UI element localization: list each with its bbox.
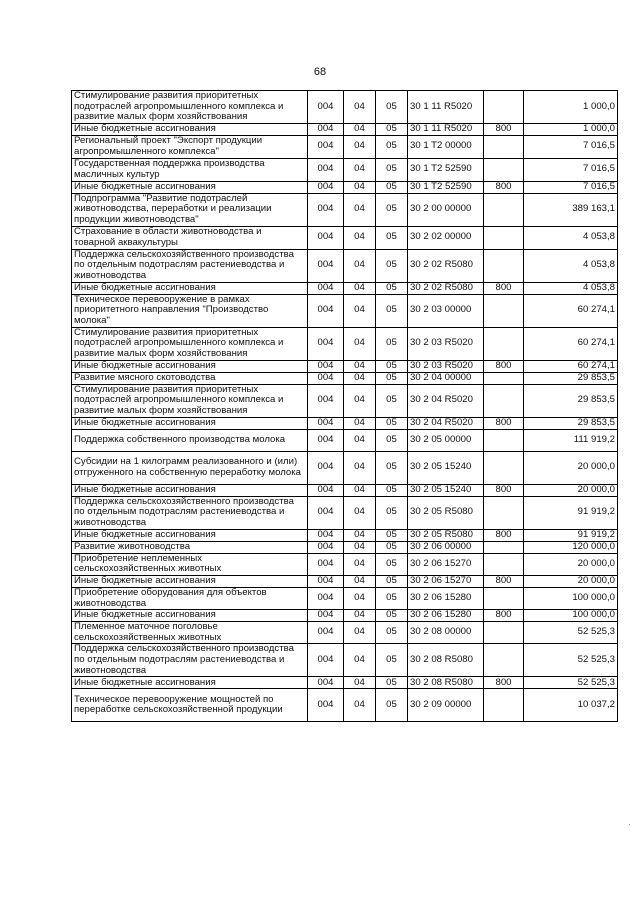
row-name-cell: Иные бюджетные ассигнования xyxy=(72,610,308,622)
table-row xyxy=(72,553,618,575)
row-amount-cell: 100 000,0 xyxy=(524,610,618,622)
row-section-cell: 04 xyxy=(344,372,376,384)
row-target-code-cell: 30 2 04 R5020 xyxy=(408,417,484,429)
row-grbs-cell: 004 xyxy=(308,587,344,609)
row-grbs-cell: 004 xyxy=(308,541,344,553)
row-section-cell: 04 xyxy=(344,553,376,575)
row-expense-type-cell: 800 xyxy=(484,417,524,429)
table-row xyxy=(72,644,618,677)
row-subsection-cell: 05 xyxy=(376,360,408,372)
row-section-cell: 04 xyxy=(344,226,376,249)
table-row xyxy=(72,575,618,587)
row-amount-cell: 7 016,5 xyxy=(524,135,618,158)
row-subsection-cell: 05 xyxy=(376,529,408,541)
row-target-code-cell: 30 2 05 15240 xyxy=(408,484,484,496)
row-expense-type-cell: 800 xyxy=(484,677,524,689)
row-section-cell: 04 xyxy=(344,575,376,587)
row-target-code-cell: 30 2 05 R5080 xyxy=(408,529,484,541)
row-target-code-cell: 30 2 08 00000 xyxy=(408,622,484,644)
row-target-code-cell: 30 2 09 00000 xyxy=(408,689,484,722)
table-row xyxy=(72,372,618,384)
row-subsection-cell: 05 xyxy=(376,417,408,429)
row-subsection-cell: 05 xyxy=(376,451,408,484)
row-expense-type-cell: 800 xyxy=(484,181,524,193)
row-name-cell: Стимулирование развития приоритетных подотраслей агропромышленного комплекса и развитие малых форм хозяйствования xyxy=(72,327,308,360)
row-grbs-cell: 004 xyxy=(308,622,344,644)
row-target-code-cell: 30 2 00 00000 xyxy=(408,193,484,226)
row-amount-cell: 4 053,8 xyxy=(524,282,618,294)
row-subsection-cell: 05 xyxy=(376,327,408,360)
row-amount-cell: 20 000,0 xyxy=(524,553,618,575)
row-grbs-cell: 004 xyxy=(308,372,344,384)
row-name-cell: Племенное маточное поголовье сельскохозяйственных животных xyxy=(72,622,308,644)
table-row xyxy=(72,451,618,484)
row-amount-cell: 120 000,0 xyxy=(524,541,618,553)
row-name-cell: Иные бюджетные ассигнования xyxy=(72,282,308,294)
row-subsection-cell: 05 xyxy=(376,282,408,294)
row-expense-type-cell xyxy=(484,553,524,575)
table-row xyxy=(72,294,618,327)
row-expense-type-cell xyxy=(484,193,524,226)
row-name-cell: Региональный проект "Экспорт продукции агропромышленного комплекса" xyxy=(72,135,308,158)
row-subsection-cell: 05 xyxy=(376,575,408,587)
table-row xyxy=(72,249,618,282)
row-name-cell: Поддержка собственного производства молока xyxy=(72,429,308,451)
row-amount-cell: 60 274,1 xyxy=(524,360,618,372)
row-target-code-cell: 30 2 06 15270 xyxy=(408,575,484,587)
row-expense-type-cell: 800 xyxy=(484,360,524,372)
row-section-cell: 04 xyxy=(344,360,376,372)
table-row xyxy=(72,496,618,529)
row-name-cell: Развитие мясного скотоводства xyxy=(72,372,308,384)
row-subsection-cell: 05 xyxy=(376,622,408,644)
row-expense-type-cell: 800 xyxy=(484,282,524,294)
row-amount-cell: 29 853,5 xyxy=(524,384,618,417)
row-amount-cell: 1 000,0 xyxy=(524,91,618,124)
row-amount-cell: 60 274,1 xyxy=(524,294,618,327)
row-expense-type-cell xyxy=(484,158,524,181)
row-name-cell: Приобретение неплеменных сельскохозяйственных животных xyxy=(72,553,308,575)
table-row xyxy=(72,429,618,451)
row-target-code-cell: 30 1 T2 00000 xyxy=(408,135,484,158)
row-section-cell: 04 xyxy=(344,91,376,124)
row-grbs-cell: 004 xyxy=(308,91,344,124)
row-grbs-cell: 004 xyxy=(308,529,344,541)
row-subsection-cell: 05 xyxy=(376,384,408,417)
row-section-cell: 04 xyxy=(344,135,376,158)
row-expense-type-cell xyxy=(484,587,524,609)
row-subsection-cell: 05 xyxy=(376,484,408,496)
row-grbs-cell: 004 xyxy=(308,553,344,575)
table-row xyxy=(72,181,618,193)
row-target-code-cell: 30 2 03 R5020 xyxy=(408,360,484,372)
row-grbs-cell: 004 xyxy=(308,384,344,417)
row-subsection-cell: 05 xyxy=(376,496,408,529)
row-subsection-cell: 05 xyxy=(376,294,408,327)
row-target-code-cell: 30 2 04 00000 xyxy=(408,372,484,384)
row-target-code-cell: 30 1 11 R5020 xyxy=(408,91,484,124)
row-amount-cell: 52 525,3 xyxy=(524,644,618,677)
row-expense-type-cell xyxy=(484,429,524,451)
row-subsection-cell: 05 xyxy=(376,135,408,158)
row-target-code-cell: 30 2 06 15270 xyxy=(408,553,484,575)
table-row xyxy=(72,529,618,541)
row-amount-cell: 4 053,8 xyxy=(524,226,618,249)
row-target-code-cell: 30 1 T2 52590 xyxy=(408,181,484,193)
row-section-cell: 04 xyxy=(344,249,376,282)
row-target-code-cell: 30 1 11 R5020 xyxy=(408,123,484,135)
row-name-cell: Страхование в области животноводства и товарной аквакультуры xyxy=(72,226,308,249)
row-subsection-cell: 05 xyxy=(376,372,408,384)
table-row xyxy=(72,417,618,429)
row-subsection-cell: 05 xyxy=(376,193,408,226)
row-subsection-cell: 05 xyxy=(376,226,408,249)
row-name-cell: Поддержка сельскохозяйственного производства по отдельным подотраслям растениеводства и животноводства xyxy=(72,496,308,529)
table-row xyxy=(72,158,618,181)
row-name-cell: Поддержка сельскохозяйственного производства по отдельным подотраслям растениеводства и животноводства xyxy=(72,644,308,677)
row-amount-cell: 29 853,5 xyxy=(524,372,618,384)
table-row xyxy=(72,327,618,360)
row-subsection-cell: 05 xyxy=(376,123,408,135)
row-grbs-cell: 004 xyxy=(308,451,344,484)
row-grbs-cell: 004 xyxy=(308,644,344,677)
row-grbs-cell: 004 xyxy=(308,575,344,587)
row-subsection-cell: 05 xyxy=(376,553,408,575)
row-name-cell: Стимулирование развития приоритетных подотраслей агропромышленного комплекса и развитие малых форм хозяйствования xyxy=(72,384,308,417)
row-section-cell: 04 xyxy=(344,123,376,135)
table-row xyxy=(72,360,618,372)
row-section-cell: 04 xyxy=(344,417,376,429)
row-subsection-cell: 05 xyxy=(376,689,408,722)
row-subsection-cell: 05 xyxy=(376,677,408,689)
budget-table xyxy=(71,90,618,722)
row-name-cell: Иные бюджетные ассигнования xyxy=(72,181,308,193)
row-subsection-cell: 05 xyxy=(376,181,408,193)
row-name-cell: Подпрограмма "Развитие подотраслей животноводства, переработки и реализации продукции животноводства" xyxy=(72,193,308,226)
table-row xyxy=(72,677,618,689)
row-grbs-cell: 004 xyxy=(308,360,344,372)
row-section-cell: 04 xyxy=(344,484,376,496)
table-row xyxy=(72,226,618,249)
row-name-cell: Иные бюджетные ассигнования xyxy=(72,123,308,135)
row-amount-cell: 52 525,3 xyxy=(524,677,618,689)
table-row xyxy=(72,123,618,135)
row-grbs-cell: 004 xyxy=(308,677,344,689)
row-amount-cell: 1 000,0 xyxy=(524,123,618,135)
row-name-cell: Иные бюджетные ассигнования xyxy=(72,484,308,496)
row-name-cell: Приобретение оборудования для объектов животноводства xyxy=(72,587,308,609)
row-expense-type-cell: 800 xyxy=(484,123,524,135)
table-row xyxy=(72,484,618,496)
row-target-code-cell: 30 2 08 R5080 xyxy=(408,677,484,689)
row-amount-cell: 4 053,8 xyxy=(524,249,618,282)
row-name-cell: Техническое перевооружение в рамках приоритетного направления "Производство молока" xyxy=(72,294,308,327)
row-expense-type-cell xyxy=(484,327,524,360)
row-amount-cell: 52 525,3 xyxy=(524,622,618,644)
row-amount-cell: 389 163,1 xyxy=(524,193,618,226)
row-amount-cell: 7 016,5 xyxy=(524,181,618,193)
row-target-code-cell: 30 2 03 R5020 xyxy=(408,327,484,360)
row-target-code-cell: 30 2 02 R5080 xyxy=(408,282,484,294)
row-name-cell: Развитие животноводства xyxy=(72,541,308,553)
row-grbs-cell: 004 xyxy=(308,429,344,451)
row-section-cell: 04 xyxy=(344,384,376,417)
row-name-cell: Субсидии на 1 килограмм реализованного и (или) отгруженного на собственную переработку молока xyxy=(72,451,308,484)
row-section-cell: 04 xyxy=(344,193,376,226)
row-expense-type-cell xyxy=(484,384,524,417)
row-section-cell: 04 xyxy=(344,541,376,553)
table-row xyxy=(72,384,618,417)
row-section-cell: 04 xyxy=(344,644,376,677)
row-amount-cell: 60 274,1 xyxy=(524,327,618,360)
row-expense-type-cell xyxy=(484,372,524,384)
row-section-cell: 04 xyxy=(344,282,376,294)
table-row xyxy=(72,135,618,158)
row-target-code-cell: 30 2 02 00000 xyxy=(408,226,484,249)
table-row xyxy=(72,91,618,124)
row-expense-type-cell xyxy=(484,496,524,529)
row-subsection-cell: 05 xyxy=(376,541,408,553)
row-section-cell: 04 xyxy=(344,587,376,609)
row-target-code-cell: 30 2 05 15240 xyxy=(408,451,484,484)
row-grbs-cell: 004 xyxy=(308,226,344,249)
table-row xyxy=(72,587,618,609)
row-section-cell: 04 xyxy=(344,451,376,484)
row-target-code-cell: 30 2 04 R5020 xyxy=(408,384,484,417)
row-grbs-cell: 004 xyxy=(308,193,344,226)
page-number: 68 xyxy=(313,66,327,78)
row-expense-type-cell xyxy=(484,689,524,722)
row-section-cell: 04 xyxy=(344,677,376,689)
row-section-cell: 04 xyxy=(344,529,376,541)
row-target-code-cell: 30 2 05 00000 xyxy=(408,429,484,451)
row-section-cell: 04 xyxy=(344,294,376,327)
row-name-cell: Иные бюджетные ассигнования xyxy=(72,529,308,541)
row-amount-cell: 29 853,5 xyxy=(524,417,618,429)
table-row xyxy=(72,282,618,294)
row-name-cell: Иные бюджетные ассигнования xyxy=(72,677,308,689)
row-grbs-cell: 004 xyxy=(308,417,344,429)
row-subsection-cell: 05 xyxy=(376,158,408,181)
row-section-cell: 04 xyxy=(344,610,376,622)
row-target-code-cell: 30 2 06 15280 xyxy=(408,587,484,609)
row-target-code-cell: 30 2 03 00000 xyxy=(408,294,484,327)
row-expense-type-cell xyxy=(484,644,524,677)
row-name-cell: Иные бюджетные ассигнования xyxy=(72,575,308,587)
table-row xyxy=(72,610,618,622)
row-grbs-cell: 004 xyxy=(308,123,344,135)
row-amount-cell: 100 000,0 xyxy=(524,587,618,609)
row-expense-type-cell xyxy=(484,249,524,282)
row-expense-type-cell xyxy=(484,135,524,158)
row-expense-type-cell: 800 xyxy=(484,529,524,541)
row-expense-type-cell: 800 xyxy=(484,484,524,496)
row-grbs-cell: 004 xyxy=(308,282,344,294)
row-subsection-cell: 05 xyxy=(376,587,408,609)
row-section-cell: 04 xyxy=(344,622,376,644)
row-grbs-cell: 004 xyxy=(308,294,344,327)
row-name-cell: Государственная поддержка производства масличных культур xyxy=(72,158,308,181)
row-section-cell: 04 xyxy=(344,496,376,529)
row-section-cell: 04 xyxy=(344,158,376,181)
scan-speck: · xyxy=(628,820,631,829)
row-grbs-cell: 004 xyxy=(308,610,344,622)
row-grbs-cell: 004 xyxy=(308,181,344,193)
row-amount-cell: 20 000,0 xyxy=(524,451,618,484)
row-expense-type-cell xyxy=(484,226,524,249)
row-grbs-cell: 004 xyxy=(308,158,344,181)
row-amount-cell: 10 037,2 xyxy=(524,689,618,722)
table-row xyxy=(72,193,618,226)
row-amount-cell: 91 919,2 xyxy=(524,529,618,541)
row-target-code-cell: 30 2 08 R5080 xyxy=(408,644,484,677)
row-name-cell: Поддержка сельскохозяйственного производства по отдельным подотраслям растениеводства и животноводства xyxy=(72,249,308,282)
row-target-code-cell: 30 2 06 00000 xyxy=(408,541,484,553)
row-subsection-cell: 05 xyxy=(376,249,408,282)
row-target-code-cell: 30 2 02 R5080 xyxy=(408,249,484,282)
row-name-cell: Техническое перевооружение мощностей по переработке сельскохозяйственной продукции xyxy=(72,689,308,722)
row-name-cell: Иные бюджетные ассигнования xyxy=(72,360,308,372)
row-subsection-cell: 05 xyxy=(376,429,408,451)
row-subsection-cell: 05 xyxy=(376,644,408,677)
row-expense-type-cell xyxy=(484,622,524,644)
table-row xyxy=(72,689,618,722)
row-subsection-cell: 05 xyxy=(376,610,408,622)
table-row xyxy=(72,622,618,644)
row-name-cell: Иные бюджетные ассигнования xyxy=(72,417,308,429)
table-row xyxy=(72,541,618,553)
row-subsection-cell: 05 xyxy=(376,91,408,124)
row-grbs-cell: 004 xyxy=(308,135,344,158)
row-amount-cell: 20 000,0 xyxy=(524,575,618,587)
row-section-cell: 04 xyxy=(344,429,376,451)
row-expense-type-cell xyxy=(484,91,524,124)
row-target-code-cell: 30 2 06 15280 xyxy=(408,610,484,622)
row-grbs-cell: 004 xyxy=(308,327,344,360)
row-name-cell: Стимулирование развития приоритетных подотраслей агропромышленного комплекса и развитие малых форм хозяйствования xyxy=(72,91,308,124)
row-section-cell: 04 xyxy=(344,327,376,360)
row-expense-type-cell xyxy=(484,294,524,327)
row-target-code-cell: 30 1 T2 52590 xyxy=(408,158,484,181)
row-section-cell: 04 xyxy=(344,689,376,722)
row-amount-cell: 20 000,0 xyxy=(524,484,618,496)
row-grbs-cell: 004 xyxy=(308,484,344,496)
row-grbs-cell: 004 xyxy=(308,249,344,282)
row-expense-type-cell xyxy=(484,541,524,553)
row-amount-cell: 111 919,2 xyxy=(524,429,618,451)
row-section-cell: 04 xyxy=(344,181,376,193)
row-expense-type-cell xyxy=(484,451,524,484)
row-amount-cell: 7 016,5 xyxy=(524,158,618,181)
row-expense-type-cell: 800 xyxy=(484,575,524,587)
row-amount-cell: 91 919,2 xyxy=(524,496,618,529)
row-grbs-cell: 004 xyxy=(308,496,344,529)
row-grbs-cell: 004 xyxy=(308,689,344,722)
row-expense-type-cell: 800 xyxy=(484,610,524,622)
row-target-code-cell: 30 2 05 R5080 xyxy=(408,496,484,529)
